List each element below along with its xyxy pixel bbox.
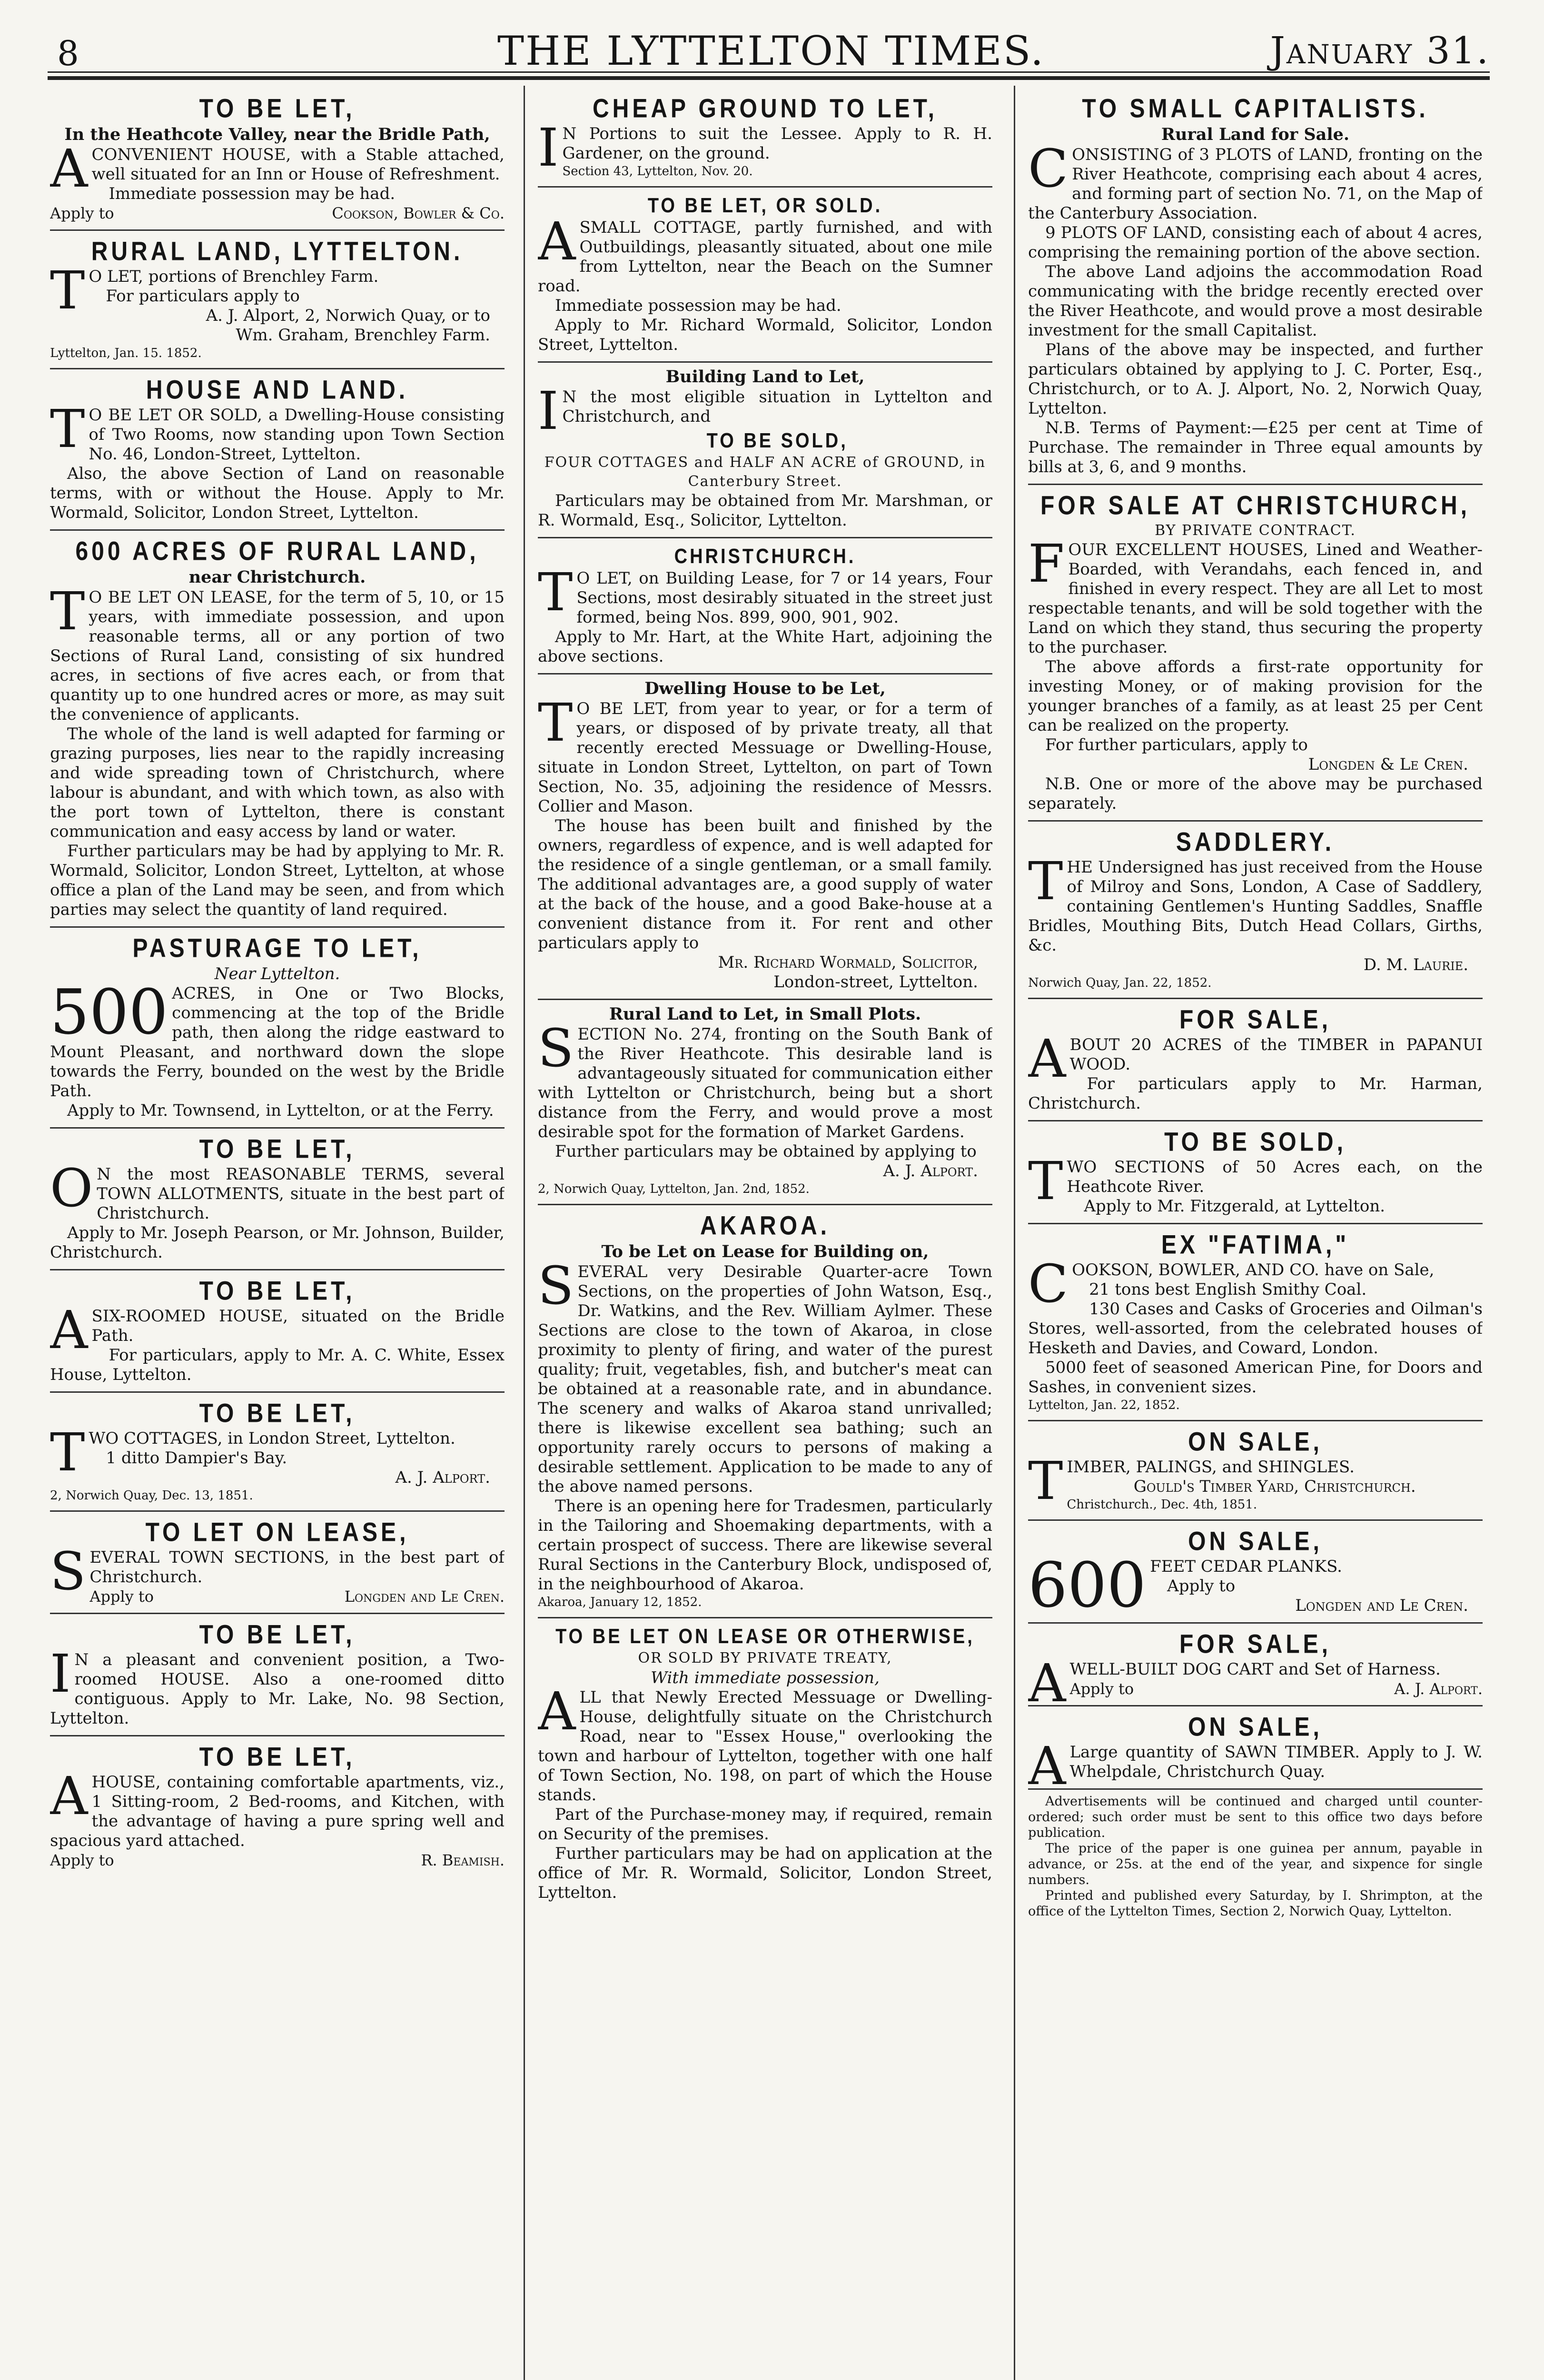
advert-text: N.B. Terms of Payment:—£25 per cent at Time of Purchase. The remainder in Three equal amounts by bills at 3, 6, and 9 months. (1028, 418, 1483, 476)
header-rule-thick (48, 76, 1490, 80)
advert-text: 1 ditto Dampier's Bay. (106, 1448, 287, 1468)
apply-label: Apply to (89, 1587, 154, 1606)
drop-cap: T (538, 562, 573, 623)
drop-cap: C (1028, 138, 1069, 199)
drop-cap: I (538, 117, 559, 178)
advert (50, 531, 505, 928)
advert (50, 1512, 505, 1614)
advert (50, 1614, 505, 1736)
drop-cap: A (538, 211, 576, 272)
advert-text: 130 Cases and Casks of Groceries and Oilman's Stores, well-assorted, from the celebrated houses of Hesketh and Davies, and Coward, London. (1028, 1299, 1483, 1358)
column-3 (1028, 88, 1483, 2380)
drop-cap: A (538, 1681, 576, 1742)
advert-date: 2, Norwich Quay, Dec. 13, 1851. (50, 1488, 253, 1503)
advert-heading: AKAROA. (700, 1211, 830, 1240)
advert-heading: TO BE LET, (199, 1742, 356, 1772)
advert-text: The above affords a first-rate opportunity for investing Money, or of making provision for the younger branches of a family, as at least 25 per Cent can be realized on the property. (1028, 657, 1483, 735)
drop-cap: I (538, 380, 559, 441)
advert-text: London-street, Lyttelton. (773, 972, 978, 992)
issue-date: January 31. (1270, 30, 1490, 72)
drop-cap: T (1028, 1150, 1063, 1211)
advert-text: 5000 feet of seasoned American Pine, for Doors and Sashes, in convenient sizes. (1028, 1358, 1483, 1397)
advert (538, 188, 992, 363)
advert-text: The whole of the land is well adapted for farming or grazing purposes, lies near to the rapidly increasing and wide spreading town of Christchurch, where labour is abundant, and with which town, as also with the port town of Lyttelton, there is constant communication and easy access by land or water. (50, 724, 505, 841)
advert-heading: HOUSE AND LAND. (146, 375, 409, 405)
advert (50, 1270, 505, 1393)
advert-heading: TO SMALL CAPITALISTS. (1082, 94, 1429, 123)
advert (1028, 999, 1483, 1121)
advert (1028, 485, 1483, 822)
advert-text: HE Undersigned has just received from the House of Milroy and Sons, London, A Case of Saddlery, containing Gentlemen's Hunting Saddles, Snaffle Bridles, Mouthing Bits, Dutch Head Collars, Girths, &c. (1028, 858, 1483, 955)
advert (50, 1736, 505, 1876)
advert-heading: SADDLERY. (1176, 827, 1335, 857)
advert-text: Gould's Timber Yard, Christchurch. (1133, 1477, 1416, 1496)
advert-heading: 600 ACRES OF RURAL LAND, (75, 536, 479, 566)
advert-heading: TO BE LET, (199, 94, 356, 123)
drop-cap: A (1028, 1028, 1066, 1089)
advertiser-name: R. Beamish. (421, 1851, 505, 1869)
advert-heading: TO BE LET, (199, 1134, 356, 1164)
advert-text: Apply to (1167, 1577, 1236, 1596)
drop-cap: I (50, 1643, 71, 1704)
advertiser-name: Mr. Richard Wormald, Solicitor, (718, 953, 978, 972)
advert (50, 369, 505, 531)
advert (538, 1205, 992, 1618)
notice-text: Advertisements will be continued and charged until counter-ordered; such order must be sent to this office two days before publication. (1028, 1794, 1483, 1840)
advert-text: FEET CEDAR PLANKS. (1150, 1557, 1342, 1576)
drop-cap: C (1028, 1253, 1069, 1314)
apply-label: Apply to (50, 1851, 114, 1869)
advert-text: OUR EXCELLENT HOUSES, Lined and Weather-Boarded, with Verandahs, each fenced in, and finished in every respect. They are all Let to most respectable tenants, and will be sold together with the Land on which they stand, thus securing the property to the purchaser. (1028, 540, 1483, 657)
advert-text: Further particulars may be had on application at the office of Mr. R. Wormald, Solicitor, London Street, Lyttelton. (538, 1844, 992, 1902)
drop-cap: T (1028, 851, 1063, 912)
advert (50, 88, 505, 231)
drop-cap: T (50, 260, 85, 321)
advert-text: HOUSE, containing comfortable apartments, viz., 1 Sitting-room, 2 Bed-rooms, and Kitchen, with the advantage of having a pure spring well and spacious yard attached. (50, 1773, 505, 1850)
advert-text: Particulars may be obtained from Mr. Marshman, or R. Wormald, Esq., Solicitor, Lyttelton. (538, 491, 992, 530)
drop-cap: A (1028, 1735, 1066, 1796)
advert-text: WELL-BUILT DOG CART and Set of Harness. (1069, 1660, 1441, 1679)
advert-text: For particulars, apply to Mr. A. C. White, Essex House, Lyttelton. (50, 1346, 505, 1384)
advert-heading: TO BE LET, (199, 1276, 356, 1306)
advert-text: The above Land adjoins the accommodation Road communicating with the bridge recently erected over the River Heathcote, and would prove a most desirable investment for the small Capitalist. (1028, 262, 1483, 340)
drop-cap: 500 (50, 976, 168, 1048)
drop-cap: T (538, 692, 573, 753)
page-number: 8 (57, 33, 79, 73)
advert-date: Lyttelton, Jan. 22, 1852. (1028, 1398, 1180, 1412)
advert-heading: TO BE LET, (199, 1620, 356, 1649)
drop-cap: A (50, 1765, 88, 1826)
advert-text: There is an opening here for Tradesmen, particularly in the Tailoring and Shoemaking departments, with a certain prospect of success. There are likewise several Rural Sections in the Canterbury Block, undisposed of, in the neighbourhood of Akaroa. (538, 1497, 992, 1594)
advert-text: Apply to Mr. Joseph Pearson, or Mr. Johnson, Builder, Christchurch. (50, 1223, 505, 1262)
advert-subheading: OR SOLD BY PRIVATE TREATY, (638, 1650, 892, 1666)
advert (1028, 1706, 1483, 1796)
advert-date: Christchurch., Dec. 4th, 1851. (1067, 1497, 1257, 1512)
advert-text: LL that Newly Erected Messuage or Dwelling-House, delightfully situate on the Christchurch Road, near to "Essex House," overlooking the town and harbour of Lyttelton, together with one half of Town Section, No. 198, on part of which the House stands. (538, 1688, 992, 1805)
advert-text: EVERAL very Desirable Quarter-acre Town Sections, on the properties of John Watson, Esq., Dr. Watkins, and the Rev. William Aylmer. These Sections are close to the town of Akaroa, in close proximity to plenty of firing, and water of the purest quality; fruit, vegetables, fish, and butcher's meat can be obtained at a reasonable rate, and in abundance. The scenery and walks of Akaroa stand unrivalled; there is likewise excellent sea bathing; such an opportunity rarely occurs to persons of making a desirable settlement. Application to be made to any of the above named persons. (538, 1262, 992, 1496)
advert (1028, 822, 1483, 999)
advert-text: Apply to Mr. Hart, at the White Hart, adjoining the above sections. (538, 627, 992, 666)
advert-heading: TO BE LET, (199, 1398, 356, 1428)
header-rule (48, 71, 1490, 73)
advert-text: For particulars apply to (106, 287, 300, 306)
advert-text: OOKSON, BOWLER, AND CO. have on Sale, (1072, 1260, 1435, 1279)
drop-cap: T (1028, 1450, 1063, 1511)
advert-date: Norwich Quay, Jan. 22, 1852. (1028, 976, 1212, 990)
advert (50, 928, 505, 1129)
advert-text: N the most eligible situation in Lyttelton and Christchurch, and (562, 387, 992, 426)
advert-date: Akaroa, January 12, 1852. (538, 1595, 702, 1609)
advert-date: Lyttelton, Jan. 15. 1852. (50, 346, 202, 360)
column-2 (538, 88, 992, 2380)
advert-heading: TO LET ON LEASE, (145, 1517, 409, 1547)
advert-text: Part of the Purchase-money may, if required, remain on Security of the premises. (538, 1805, 992, 1844)
advert-text: O BE LET OR SOLD, a Dwelling-House consisting of Two Rooms, now standing upon Town Section No. 46, London-Street, Lyttelton. (89, 406, 505, 464)
advert-heading: Building Land to Let, (665, 367, 865, 387)
advert-heading: Rural Land to Let, in Small Plots. (609, 1004, 921, 1024)
advert-text: FOUR COTTAGES and HALF AN ACRE of GROUND, in Canterbury Street. (544, 454, 986, 490)
drop-cap: T (50, 581, 85, 642)
advert-text: For further particulars, apply to (1045, 735, 1308, 754)
advert-text: N a pleasant and convenient position, a Two-roomed HOUSE. Also a one-roomed ditto contiguous. Apply to Mr. Lake, No. 98 Section, Lyttelton. (50, 1650, 505, 1728)
advertiser-name: Longden and Le Cren. (1295, 1596, 1468, 1615)
advert-text: ACRES, in One or Two Blocks, commencing at the top of the Bridle path, then along the ridge eastward to Mount Pleasant, and northward down the slope towards the Ferry, bounded on the west by the Bridle Path. (50, 984, 505, 1101)
advertiser-name: D. M. Laurie. (1363, 955, 1468, 974)
advert (1028, 1624, 1483, 1714)
advert-heading: RURAL LAND, LYTTELTON. (91, 237, 464, 266)
advert-heading: TO BE SOLD, (1164, 1127, 1346, 1157)
advertiser-name: A. J. Alport. (395, 1468, 490, 1487)
advert-subheading: With immediate possession, (651, 1668, 880, 1687)
drop-cap: S (50, 1541, 86, 1602)
advert (1028, 1521, 1483, 1624)
drop-cap: T (50, 1422, 85, 1483)
advert-text: Apply to Mr. Fitzgerald, at Lyttelton. (1084, 1197, 1386, 1216)
publication-notice (1028, 1790, 1483, 1926)
drop-cap: T (50, 398, 85, 459)
advert (1028, 1121, 1483, 1224)
advert-subheading: In the Heathcote Valley, near the Bridle Path, (64, 125, 490, 144)
advert (1028, 1421, 1483, 1521)
advertiser-name: A. J. Alport. (883, 1161, 978, 1180)
advertiser-name: Longden and Le Cren. (344, 1587, 505, 1606)
advert (50, 1129, 505, 1270)
advertiser-name: Longden & Le Cren. (1308, 755, 1468, 774)
advert (538, 674, 992, 1000)
advert-heading: PASTURAGE TO LET, (132, 933, 422, 963)
notice-text: Printed and published every Saturday, by I. Shrimpton, at the office of the Lyttelton Times, Section 2, Norwich Quay, Lyttelton. (1028, 1888, 1483, 1919)
apply-label: Apply to (50, 204, 114, 222)
advert-text: BOUT 20 ACRES of the TIMBER in PAPANUI WOOD. (1069, 1035, 1483, 1074)
advert-text: Apply to Mr. Townsend, in Lyttelton, or at the Ferry. (67, 1101, 494, 1120)
advertiser-name: Cookson, Bowler & Co. (332, 204, 505, 222)
advert (538, 1000, 992, 1205)
advert-text: O BE LET, from year to year, or for a term of years, or disposed of by private treaty, all that recently erected Messuage or Dwelling-House, situate in London Street, Lyttelton, on part of Town Section, No. 35, adjoining the residence of Messrs. Collier and Mason. (538, 699, 992, 816)
drop-cap: S (538, 1255, 574, 1316)
drop-cap: 600 (1028, 1549, 1147, 1621)
advert-text: WO SECTIONS of 50 Acres each, on the Heathcote River. (1067, 1158, 1483, 1196)
advert-date: 2, Norwich Quay, Lyttelton, Jan. 2nd, 1852. (538, 1182, 810, 1196)
drop-cap: F (1028, 533, 1065, 594)
advert (538, 1618, 992, 1909)
advert-text: EVERAL TOWN SECTIONS, in the best part of Christchurch. (89, 1548, 505, 1587)
advert-heading: ON SALE, (1188, 1427, 1323, 1457)
drop-cap: A (1028, 1653, 1066, 1714)
advert-subheading: Near Lyttelton. (214, 964, 340, 983)
advert-text: Also, the above Section of Land on reasonable terms, with or without the House. Apply to Mr. Wormald, Solicitor, London Street, Lyttelton. (50, 464, 505, 522)
advert-text: Apply to Mr. Richard Wormald, Solicitor, London Street, Lyttelton. (538, 316, 992, 354)
advert-heading: FOR SALE AT CHRISTCHURCH, (1040, 491, 1470, 520)
advert-date: Section 43, Lyttelton, Nov. 20. (562, 164, 753, 178)
advert-text: O LET, portions of Brenchley Farm. (89, 267, 379, 286)
advert-text: Large quantity of SAWN TIMBER. Apply to J. W. Whelpdale, Christchurch Quay. (1069, 1743, 1483, 1781)
advert-subheading: BY PRIVATE CONTRACT. (1155, 522, 1356, 539)
advert (50, 1393, 505, 1512)
advert-heading: ON SALE, (1188, 1712, 1323, 1742)
advert-text: N the most REASONABLE TERMS, several TOWN ALLOTMENTS, situate in the best part of Christchurch. (97, 1165, 505, 1223)
advert-text: O BE LET ON LEASE, for the term of 5, 10, or 15 years, with immediate possession, and upon reasonable terms, all or any portion of two Sections of Rural Land, consisting of six hundred acres, in sections of five acres each, or from that quantity up to one hundred acres or more, as may suit the convenience of applicants. (50, 588, 505, 724)
advert-heading: EX "FATIMA," (1161, 1230, 1350, 1259)
advert-subheading: To be Let on Lease for Building on, (601, 1242, 929, 1261)
advert (1028, 88, 1483, 485)
advert-text: Plans of the above may be inspected, and further particulars obtained by applying to J. C. Porter, Esq., Christchurch, or to A. J. Alport, No. 2, Norwich Quay, Lyttelton. (1028, 340, 1483, 418)
advert-text: ECTION No. 274, fronting on the South Bank of the River Heathcote. This desirable land is advantageously situated for communication either with Lyttelton or Christchurch, being but a short distance from the Ferry, and would prove a most desirable spot for the formation of Market Gardens. (538, 1025, 992, 1141)
advert-heading: FOR SALE, (1179, 1005, 1331, 1034)
column-rule (524, 86, 525, 2380)
advert (538, 88, 992, 188)
advert-subheading: Rural Land for Sale. (1161, 125, 1350, 144)
drop-cap: A (50, 138, 88, 199)
advert-heading: FOR SALE, (1179, 1629, 1331, 1659)
advert-text: IMBER, PALINGS, and SHINGLES. (1067, 1458, 1355, 1477)
advert-heading: TO BE LET ON LEASE OR OTHERWISE, (555, 1625, 975, 1648)
advert-text: Immediate possession may be had. (555, 296, 841, 315)
advert-text: WO COTTAGES, in London Street, Lyttelton. (89, 1429, 455, 1448)
advert-text: O LET, on Building Lease, for 7 or 14 years, Four Sections, most desirably situated in the street just formed, being Nos. 899, 900, 901, 902. (576, 569, 992, 627)
advert (538, 538, 992, 674)
advert-text: SMALL COTTAGE, partly furnished, and with Outbuildings, pleasantly situated, about one mile from Lyttelton, near the Beach on the Sumner road. (538, 218, 992, 296)
newspaper-title: THE LYTTELTON TIMES. (497, 28, 1045, 74)
advert-text: CONVENIENT HOUSE, with a Stable attached, well situated for an Inn or House of Refreshment. (91, 145, 505, 184)
apply-label: Apply to (1069, 1680, 1134, 1698)
notice-text: The price of the paper is one guinea per annum, payable in advance, or 25s. at the end of the year, and sixpence for single numbers. (1028, 1841, 1483, 1887)
advert-heading: CHEAP GROUND TO LET, (593, 94, 938, 123)
advert-text: The house has been built and finished by the owners, regardless of expence, and is well adapted for the residence of a single gentleman, or a small family. The additional advantages are, a good supply of water at the back of the house, and a good Bake-house at a convenient distance from it. For rent and other particulars apply to (538, 816, 992, 952)
advert-text: ONSISTING of 3 PLOTS of LAND, fronting on the River Heathcote, comprising each about 4 acres, and forming part of section No. 71, on the Map of the Canterbury Association. (1028, 145, 1483, 223)
advert-text: 9 PLOTS OF LAND, consisting each of about 4 acres, comprising the remaining portion of the above section. (1028, 223, 1483, 262)
advert-text: Wm. Graham, Brenchley Farm. (236, 326, 490, 345)
advert (1028, 1224, 1483, 1421)
drop-cap: S (538, 1018, 574, 1079)
masthead (43, 19, 1499, 74)
advert-heading: TO BE SOLD, (706, 429, 848, 453)
advert-heading: TO BE LET, OR SOLD. (647, 194, 883, 218)
advert-heading: ON SALE, (1188, 1527, 1323, 1556)
advertiser-name: A. J. Alport. (1394, 1680, 1483, 1698)
advert-heading: CHRISTCHURCH. (674, 545, 856, 568)
advert-text: SIX-ROOMED HOUSE, situated on the Bridle Path. (91, 1307, 505, 1345)
drop-cap: A (50, 1299, 88, 1360)
advert-text: N.B. One or more of the above may be purchased separately. (1028, 774, 1483, 813)
advert (538, 363, 992, 538)
advert-text: For particulars apply to Mr. Harman, Christchurch. (1028, 1074, 1483, 1113)
advert-text: Further particulars may be had by applying to Mr. R. Wormald, Solicitor, London Street, Lyttelton, at whose office a plan of the Land may be seen, and from which parties may select the quantity of land required. (50, 842, 505, 919)
advert-text: 21 tons best English Smithy Coal. (1089, 1280, 1367, 1299)
advert-text: Further particulars may be obtained by applying to (555, 1142, 977, 1161)
advert-subheading: near Christchurch. (188, 567, 366, 587)
column-rule (1014, 86, 1015, 2380)
column-1 (50, 88, 505, 2380)
advert-text: A. J. Alport, 2, Norwich Quay, or to (206, 306, 490, 325)
drop-cap: O (50, 1158, 93, 1219)
advert-heading: Dwelling House to be Let, (644, 679, 886, 698)
advert (50, 231, 505, 369)
advert-text: N Portions to suit the Lessee. Apply to R. H. Gardener, on the ground. (562, 124, 992, 163)
advert-text: Immediate possession may be had. (109, 184, 396, 203)
